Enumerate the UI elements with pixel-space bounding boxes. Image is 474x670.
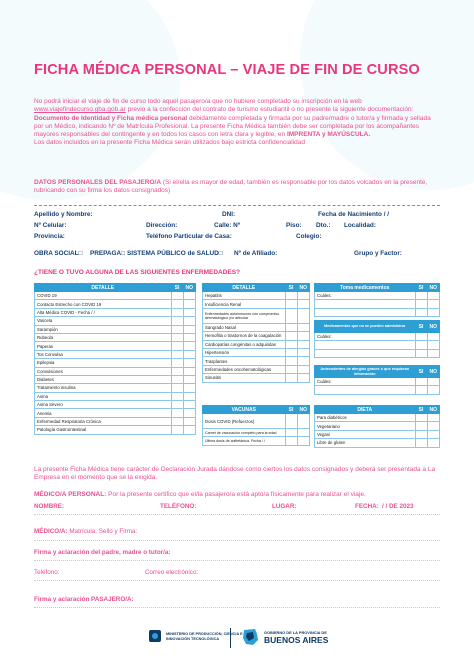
disease-label: Hemofilia o trastornos de la coagulación: [203, 332, 286, 340]
divider: [34, 514, 440, 515]
table-row: Vegani: [315, 430, 440, 438]
cellphone-field[interactable]: Nº Celular:: [34, 222, 67, 229]
government-label: GOBIERNO DE LA PROVINCIA DE: [264, 630, 327, 635]
table-row: [35, 300, 196, 308]
yes-checkbox[interactable]: [285, 308, 297, 323]
disease-label: Tratamiento insulina: [35, 384, 172, 392]
yes-checkbox[interactable]: [285, 323, 297, 331]
disease-label: Insuficiencia Renal: [203, 300, 286, 308]
table-row: [35, 342, 196, 350]
table-row: [35, 292, 196, 300]
table-row: [315, 349, 440, 357]
no-checkbox[interactable]: [183, 417, 196, 425]
no-header: NO: [427, 321, 440, 333]
no-checkbox[interactable]: [297, 365, 310, 373]
disease-label: Convulsiones: [35, 367, 172, 375]
disease-label: Trasplantes: [203, 357, 286, 365]
affiliate-number-field[interactable]: Nº de Afiliado:: [234, 250, 278, 257]
no-checkbox[interactable]: [183, 384, 196, 392]
yes-checkbox[interactable]: [285, 332, 297, 340]
no-header: NO: [427, 284, 440, 292]
yes-checkbox[interactable]: [415, 378, 427, 386]
no-checkbox[interactable]: [183, 317, 196, 325]
ministry-logo-icon: [148, 628, 162, 644]
diseases-table-1: [34, 283, 196, 435]
table-row: Última dosis de antitetánica. Fecha / /: [203, 437, 310, 445]
table-row: [315, 308, 440, 316]
medications-table: [314, 283, 440, 317]
doctor-certification: MÉDICO/A PERSONAL: Por la presente certifico que el/la pasajero/a está apto/a físicamente para realizar el viaje.: [34, 491, 366, 498]
table-row: [35, 426, 196, 434]
vaccines-table: [202, 405, 310, 446]
no-checkbox[interactable]: [183, 409, 196, 417]
allergies-table: [314, 365, 440, 395]
detail-header: DETALLE: [203, 284, 286, 292]
table-row: [203, 308, 310, 323]
no-header: NO: [297, 406, 310, 414]
disease-label: COVID 19: [35, 292, 172, 300]
allergies-header: Antecedentes de alergias graves o que requieran información: [315, 366, 416, 378]
blood-group-field[interactable]: Grupo y Factor:: [354, 250, 402, 257]
table-row: [35, 317, 196, 325]
disease-label: Patología Gastrointestinal: [35, 426, 172, 434]
table-row: [203, 340, 310, 348]
disease-label: Diabetes: [35, 375, 172, 383]
yes-checkbox[interactable]: [171, 384, 183, 392]
yes-checkbox[interactable]: [171, 367, 183, 375]
no-checkbox[interactable]: [427, 422, 440, 430]
table-row: [35, 367, 196, 375]
yes-checkbox[interactable]: [415, 430, 427, 438]
no-checkbox[interactable]: [183, 325, 196, 333]
intro-text: No podrá iniciar el viaje de fin de curso todo aquel pasajero/a que no hubiere completado su inscripción en la web www.viajefindecurso.gba.gob.ar previo a la confección del contrato de turismo estudiantil o no presente la siguiente documentación: Documento de Identidad y Ficha médica personal debidamente completada y firmada por su padre/madre o tutor/a y firmada y sellada por un Médico, indicando Nº de Matrícula Profesional. La presente Ficha Médica también debe ser completada por los acompañantes mayores responsables del contingente y en todos los casos con letra clara y legible, en IMPRENTA y MAYÚSCULA. Los datos incluidos en la presente Ficha Médica serán utilizados bajo estricta confidencialidad: [34, 98, 431, 147]
yes-checkbox[interactable]: [171, 308, 183, 316]
yes-header: SI: [415, 284, 427, 292]
yes-checkbox[interactable]: [285, 300, 297, 308]
guardian-phone-field[interactable]: Teléfono:: [34, 569, 60, 576]
no-checkbox[interactable]: [297, 308, 310, 323]
diet-table: [314, 405, 440, 448]
disease-label: Cardiopatías congénitas o adquiridas: [203, 340, 286, 348]
divider: [34, 540, 440, 541]
yes-checkbox[interactable]: [171, 401, 183, 409]
disease-label: Enfermedades oncohematológicas: [203, 365, 286, 373]
yes-checkbox[interactable]: [285, 429, 297, 437]
non-administrable-meds-table: [314, 320, 440, 358]
yes-header: SI: [415, 321, 427, 333]
yes-header: SI: [171, 284, 183, 292]
no-checkbox[interactable]: [297, 300, 310, 308]
yes-checkbox[interactable]: [285, 437, 297, 445]
disease-label: Sangrado Nasal: [203, 323, 286, 331]
table-row: Carnet de vacunación completo para la edad: [203, 429, 310, 437]
table-row: Dosis COVID (Refuerzos): [203, 414, 310, 429]
table-row: [203, 365, 310, 373]
yes-checkbox[interactable]: [171, 359, 183, 367]
disease-label: Alta Médica COVID - Fecha / /: [35, 308, 172, 316]
no-checkbox[interactable]: [183, 367, 196, 375]
table-row: [35, 401, 196, 409]
no-checkbox[interactable]: [183, 333, 196, 341]
disease-label: Asma Severo: [35, 401, 172, 409]
yes-header: SI: [415, 406, 427, 414]
disease-label: Rubeola: [35, 333, 172, 341]
yes-header: SI: [285, 406, 297, 414]
no-checkbox[interactable]: [297, 357, 310, 365]
table-row: Para diabéticos: [315, 414, 440, 422]
buenos-aires-label: BUENOS AIRES: [264, 635, 329, 645]
medications-header: Toma medicamentos: [315, 284, 416, 292]
doctor-phone-field[interactable]: TELÉFONO:: [160, 503, 197, 510]
no-checkbox[interactable]: [183, 342, 196, 350]
registration-link[interactable]: www.viajefindecurso.gba.gob.ar: [34, 106, 126, 114]
disease-label: Enfermedades autoinmunes con compromiso dermatológico y/o articular: [203, 308, 286, 323]
no-checkbox[interactable]: [427, 333, 440, 341]
detail-header: DETALLE: [35, 284, 172, 292]
table-row: Vegetariano: [315, 422, 440, 430]
no-checkbox[interactable]: [183, 350, 196, 358]
divider: [230, 628, 231, 648]
no-checkbox[interactable]: [427, 414, 440, 422]
which-field[interactable]: Cuáles:: [315, 378, 416, 386]
disease-label: Sarampión: [35, 325, 172, 333]
yes-header: SI: [415, 366, 427, 378]
page-title: FICHA MÉDICA PERSONAL – VIAJE DE FIN DE CURSO: [34, 62, 420, 78]
place-field[interactable]: LUGAR:: [272, 503, 297, 510]
yes-checkbox[interactable]: [285, 340, 297, 348]
table-row: [315, 333, 440, 341]
which-field[interactable]: Cuáles:: [315, 292, 416, 300]
yes-checkbox[interactable]: [171, 325, 183, 333]
no-header: NO: [427, 406, 440, 414]
date-value: / / DE 2023: [382, 503, 414, 510]
no-checkbox[interactable]: [297, 429, 310, 437]
no-header: NO: [297, 284, 310, 292]
yes-checkbox[interactable]: [171, 426, 183, 434]
province-map-icon: [240, 627, 260, 647]
table-row: [35, 333, 196, 341]
footer-logos: [148, 625, 348, 653]
yes-checkbox[interactable]: [171, 342, 183, 350]
disease-label: Sinusitis: [203, 374, 286, 382]
name-field[interactable]: Apellido y Nombre:: [34, 211, 93, 218]
disease-label: Paperas: [35, 342, 172, 350]
which-field[interactable]: Cuáles:: [315, 333, 416, 341]
no-checkbox[interactable]: [183, 401, 196, 409]
table-row: [315, 378, 440, 386]
diseases-table-2: [202, 283, 310, 383]
no-checkbox[interactable]: [297, 292, 310, 300]
yes-header: SI: [285, 284, 297, 292]
table-row: [315, 300, 440, 308]
yes-checkbox[interactable]: [171, 392, 183, 400]
divider: [34, 205, 440, 206]
disease-label: Contacto Estrecho con COVID 19: [35, 300, 172, 308]
table-row: [203, 292, 310, 300]
street-field[interactable]: Calle: Nº: [214, 222, 241, 229]
doctor-stamp-field[interactable]: MÉDICO/A: Matrícula, Sello y Firma:: [34, 528, 138, 535]
no-header: NO: [427, 366, 440, 378]
vaccines-header: VACUNAS: [203, 406, 286, 414]
yes-checkbox[interactable]: [171, 300, 183, 308]
yes-checkbox[interactable]: [285, 348, 297, 356]
no-checkbox[interactable]: [297, 340, 310, 348]
dni-field[interactable]: DNI:: [222, 211, 236, 218]
yes-checkbox[interactable]: [171, 317, 183, 325]
guardian-email-field[interactable]: Correo electrónico:: [145, 569, 199, 576]
disease-label: Asma: [35, 392, 172, 400]
yes-checkbox[interactable]: [415, 333, 427, 341]
no-checkbox[interactable]: [427, 439, 440, 447]
address-field[interactable]: Dirección:: [146, 222, 178, 229]
divider: [34, 560, 440, 561]
no-checkbox[interactable]: [427, 378, 440, 386]
yes-checkbox[interactable]: [285, 357, 297, 365]
diet-header: DIETA: [315, 406, 416, 414]
no-checkbox[interactable]: [297, 437, 310, 445]
no-checkbox[interactable]: [297, 348, 310, 356]
table-row: [315, 341, 440, 349]
yes-checkbox[interactable]: [285, 292, 297, 300]
yes-checkbox[interactable]: [171, 417, 183, 425]
table-row: [35, 392, 196, 400]
table-row: [35, 325, 196, 333]
diseases-question: ¿TIENE O TUVO ALGUNA DE LAS SIGUIENTES ENFERMEDADES?: [34, 269, 241, 276]
disease-label: Epilepsia: [35, 359, 172, 367]
passenger-signature-field[interactable]: Firma y aclaración PASAJERO/A:: [34, 596, 134, 603]
table-row: [35, 384, 196, 392]
table-row: [35, 308, 196, 316]
no-header: NO: [183, 284, 196, 292]
no-checkbox[interactable]: [183, 426, 196, 434]
table-row: [203, 374, 310, 382]
table-row: [35, 375, 196, 383]
ministry-name: MINISTERIO DE PRODUCCIÓN, CIENCIA E INNOVACIÓN TECNOLÓGICA: [166, 632, 243, 641]
table-row: [203, 323, 310, 331]
no-checkbox[interactable]: [183, 359, 196, 367]
doctor-name-field[interactable]: NOMBRE:: [34, 503, 65, 510]
no-checkbox[interactable]: [183, 300, 196, 308]
table-row: Libre de gluten: [315, 439, 440, 447]
table-row: [315, 292, 440, 300]
table-row: [35, 417, 196, 425]
yes-checkbox[interactable]: [171, 409, 183, 417]
no-checkbox[interactable]: [297, 332, 310, 340]
yes-checkbox[interactable]: [285, 414, 297, 429]
table-row: [315, 386, 440, 394]
disease-label: Tos Convulsa: [35, 350, 172, 358]
date-field[interactable]: FECHA:: [355, 503, 379, 510]
no-checkbox[interactable]: [427, 430, 440, 438]
no-checkbox[interactable]: [297, 323, 310, 331]
no-checkbox[interactable]: [183, 292, 196, 300]
province-field[interactable]: Provincia:: [34, 233, 65, 240]
table-row: [203, 357, 310, 365]
divider: [34, 580, 440, 581]
disease-label: Anemia: [35, 409, 172, 417]
no-checkbox[interactable]: [427, 292, 440, 300]
table-row: [35, 359, 196, 367]
yes-checkbox[interactable]: [415, 292, 427, 300]
birthdate-field[interactable]: Fecha de Nacimiento / /: [318, 211, 390, 218]
no-checkbox[interactable]: [183, 375, 196, 383]
apartment-field[interactable]: Dto.:: [316, 222, 331, 229]
prepaga-option[interactable]: PREPAGA□: [90, 250, 126, 257]
yes-checkbox[interactable]: [171, 333, 183, 341]
disease-label: Varicela: [35, 317, 172, 325]
yes-checkbox[interactable]: [171, 292, 183, 300]
table-row: [203, 300, 310, 308]
yes-checkbox[interactable]: [415, 414, 427, 422]
yes-checkbox[interactable]: [415, 439, 427, 447]
yes-checkbox[interactable]: [285, 365, 297, 373]
disease-label: Enfermedad Respiratoria Crónica: [35, 417, 172, 425]
no-checkbox[interactable]: [183, 392, 196, 400]
no-checkbox[interactable]: [183, 308, 196, 316]
divider: [34, 607, 440, 608]
table-row: [203, 332, 310, 340]
yes-checkbox[interactable]: [171, 350, 183, 358]
obra-social-option[interactable]: OBRA SOCIAL□: [34, 250, 83, 257]
no-checkbox[interactable]: [297, 374, 310, 382]
disease-label: Hepatitis: [203, 292, 286, 300]
floor-field[interactable]: Piso:: [286, 222, 302, 229]
table-row: [35, 350, 196, 358]
guardian-signature-field[interactable]: Firma y aclaración del padre, madre o tutor/a:: [34, 549, 171, 556]
yes-checkbox[interactable]: [415, 422, 427, 430]
table-row: [35, 409, 196, 417]
yes-checkbox[interactable]: [285, 374, 297, 382]
locality-field[interactable]: Localidad:: [344, 222, 376, 229]
home-phone-field[interactable]: Teléfono Particular de Casa:: [146, 233, 232, 240]
passenger-data-section: DATOS PERSONALES DEL PASAJERO/A (Si el/ella es mayor de edad, también es responsable por los datos volcados en la presente, rubricando con su firma los datos consignados): [34, 179, 428, 195]
non-administrable-header: Medicamentos que no se pueden administrar: [315, 321, 416, 333]
sworn-declaration: La presente Ficha Médica tiene carácter de Declaración Jurada dándose como ciertos los datos consignados y deberá ser presentada a La Empresa en el momento que se la exigida.: [34, 466, 436, 482]
disease-label: Hipertensión: [203, 348, 286, 356]
no-checkbox[interactable]: [297, 414, 310, 429]
sistema-publico-option[interactable]: SISTEMA PÚBLICO de SALUD□: [127, 250, 223, 257]
school-field[interactable]: Colegio:: [296, 233, 322, 240]
yes-checkbox[interactable]: [171, 375, 183, 383]
table-row: [203, 348, 310, 356]
